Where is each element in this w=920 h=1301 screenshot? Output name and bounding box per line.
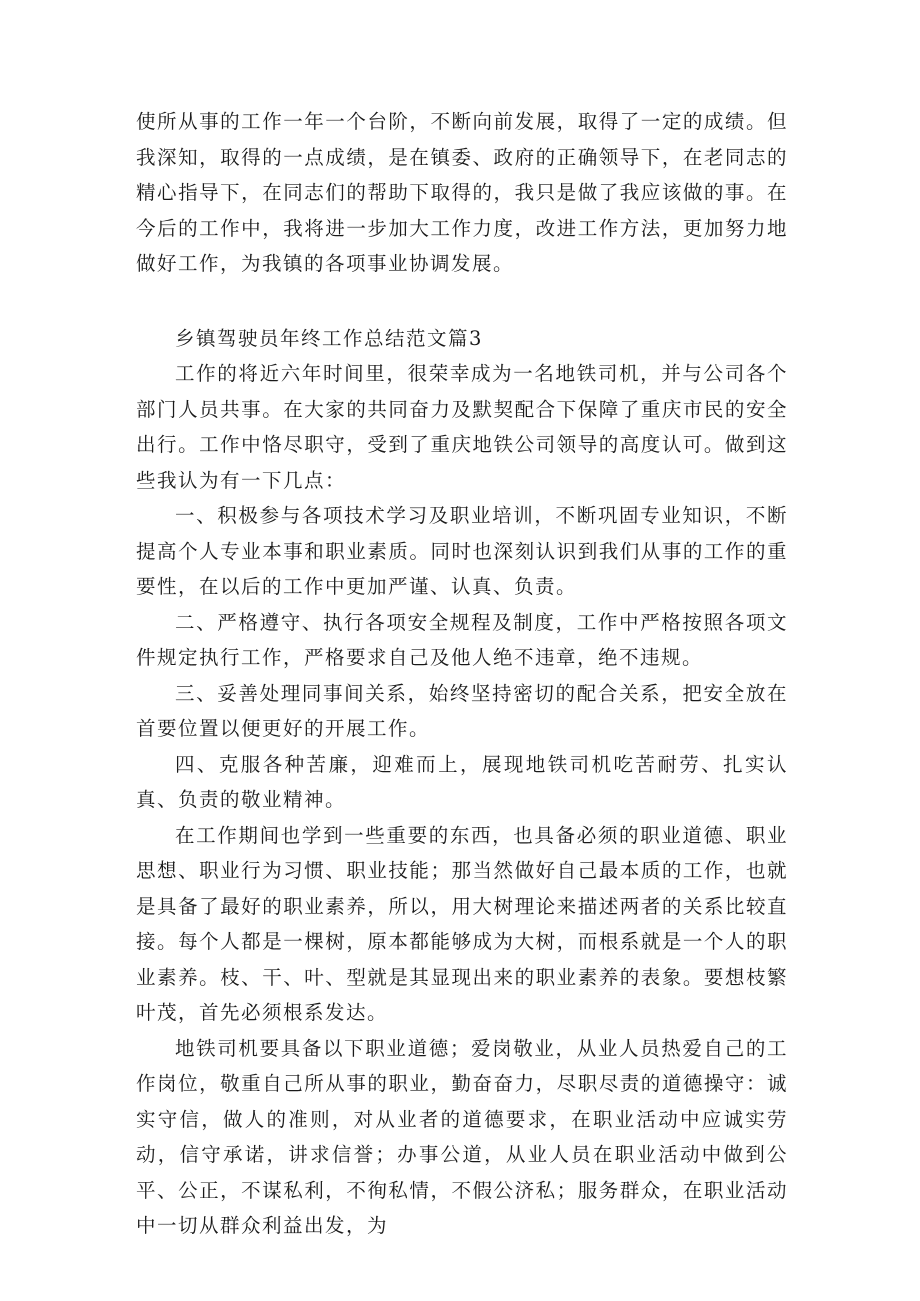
document-body xyxy=(136,104,788,1244)
paragraph-ethics: 地铁司机要具备以下职业道德；爱岗敬业，从业人员热爱自己的工作岗位，敬重自己所从事的职业，勤奋奋力，尽职尽责的道德操守：诚实守信，做人的准则，对从业者的道德要求，在职业活动中应诚实劳动，信守承诺，讲求信誉；办事公道，从业人员在职业活动中做到公平、公正，不谋私利，不徇私情，不假公济私；服务群众，在职业活动中一切从群众利益出发，为 xyxy=(136,1036,788,1237)
section-title: 乡镇驾驶员年终工作总结范文篇3 xyxy=(175,326,483,350)
paragraph-point-4: 四、克服各种苦廉，迎难而上，展现地铁司机吃苦耐劳、扎实认真、负责的敬业精神。 xyxy=(136,752,788,811)
paragraph-point-3: 三、妥善处理同事间关系，始终坚持密切的配合关系，把安全放在首要位置以便更好的开展工作。 xyxy=(136,681,788,740)
paragraph-intro: 工作的将近六年时间里，很荣幸成为一名地铁司机，并与公司各个部门人员共事。在大家的共同奋力及默契配合下保障了重庆市民的安全出行。工作中恪尽职守，受到了重庆地铁公司领导的高度认可。做到这些我认为有一下几点： xyxy=(136,362,788,492)
paragraph-continuation: 使所从事的工作一年一个台阶，不断向前发展，取得了一定的成绩。但我深知，取得的一点成绩，是在镇委、政府的正确领导下，在老同志的精心指导下，在同志们的帮助下取得的，我只是做了我应该做的事。在今后的工作中，我将进一步加大工作力度，改进工作方法，更加努力地做好工作，为我镇的各项事业协调发展。 xyxy=(136,110,788,275)
paragraph-point-2: 二、严格遵守、执行各项安全规程及制度，工作中严格按照各项文件规定执行工作，严格要求自己及他人绝不违章，绝不违规。 xyxy=(136,610,788,669)
paragraph-learning: 在工作期间也学到一些重要的东西，也具备必须的职业道德、职业思想、职业行为习惯、职业技能；那当然做好自己最本质的工作，也就是具备了最好的职业素养，所以，用大树理论来描述两者的关系比较直接。每个人都是一棵树，原本都能够成为大树，而根系就是一个人的职业素养。枝、干、叶、型就是其显现出来的职业素养的表象。要想枝繁叶茂，首先必须根系发达。 xyxy=(136,823,788,1024)
paragraph-point-1: 一、积极参与各项技术学习及职业培训，不断巩固专业知识，不断提高个人专业本事和职业素质。同时也深刻认识到我们从事的工作的重要性，在以后的工作中更加严谨、认真、负责。 xyxy=(136,504,788,598)
